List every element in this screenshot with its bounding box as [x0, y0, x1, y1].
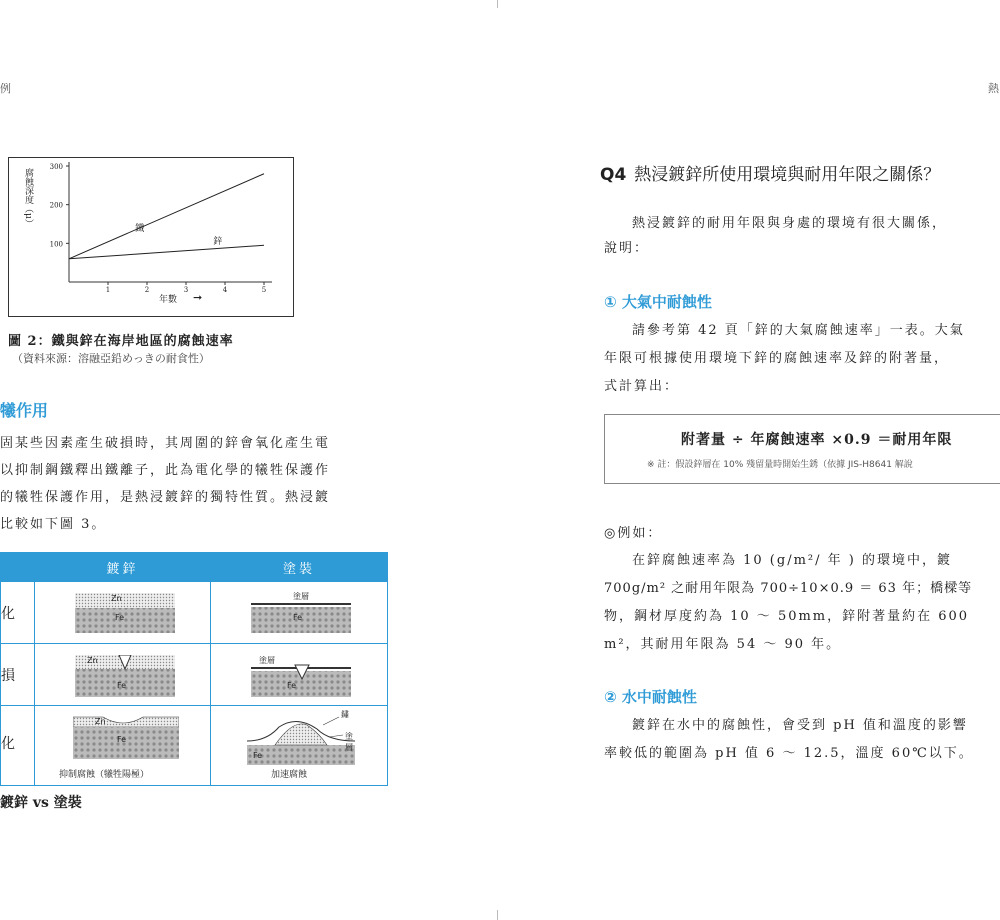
- section1-title: ① 大氣中耐蝕性: [604, 293, 712, 311]
- question-title: [600, 160, 940, 185]
- example-line: 物，鋼材厚度約為 10 ～ 50mm，鋅附著量約在 600: [604, 609, 970, 624]
- left-section-title: 犧作用: [0, 401, 49, 420]
- table-header-galvanized: 鍍鋅: [35, 553, 210, 581]
- diagram-paint-intact: [251, 593, 351, 633]
- example-line: 700g/m² 之耐用年限為 700÷10×0.9 ＝ 63 年；橋樑等: [604, 581, 973, 596]
- chart-line-label-steel: 鐵: [135, 224, 145, 235]
- series-line-zinc: [69, 245, 264, 259]
- example-label: ◎例如：: [604, 526, 663, 541]
- left-paragraph-line: 的犧牲保護作用，是熱浸鍍鋅的獨特性質。熱浸鍍: [0, 490, 331, 505]
- question-number: Q4: [600, 165, 627, 185]
- label-fe: Fe: [287, 681, 297, 690]
- figure3-table: [0, 552, 388, 786]
- chart-x-axis-label: 年數: [159, 295, 178, 305]
- label-zn: Zn: [111, 594, 122, 603]
- formula-note: ※ 註：假設鋅層在 10% 殘留量時開始生銹（依據 JIS-H8641 解說: [647, 460, 913, 470]
- corrosion-rate-chart: [9, 158, 293, 316]
- table-divider: [34, 553, 35, 785]
- label-coating: 塗層: [259, 656, 275, 665]
- label-fe: Fe: [253, 751, 263, 760]
- left-paragraph-line: 以抑制鋼鐵釋出鐵離子，此為電化學的犧牲保護作: [0, 463, 331, 478]
- section2-line: 鍍鋅在水中的腐蝕性，會受到 pH 值和溫度的影響: [632, 718, 968, 733]
- x-tick-label: 1: [105, 286, 111, 294]
- left-running-head: 例: [0, 82, 11, 95]
- section1-line: 年限可根據使用環境下鋅的腐蝕速率及鋅的附著量，: [604, 351, 950, 366]
- label-fe: Fe: [293, 613, 303, 622]
- formula-text: 附著量 ÷ 年腐蝕速率 ×0.9 ＝耐用年限: [681, 432, 953, 448]
- right-running-head: 熱: [988, 82, 999, 95]
- label-fe: Fe: [117, 735, 127, 744]
- table-divider: [1, 581, 387, 582]
- x-axis-arrow-icon: ➞: [193, 291, 203, 304]
- left-paragraph-line: 固某些因素產生破損時，其周圍的鋅會氧化產生電: [0, 436, 331, 451]
- table-row-label: 化: [1, 736, 15, 752]
- figure3-caption: 鍍鋅 vs 塗裝: [0, 795, 82, 811]
- label-coating: 塗層: [345, 732, 353, 752]
- y-tick-label: 200: [49, 201, 63, 210]
- label-rust: 鏽: [341, 710, 349, 719]
- diagram-galv-intact: [75, 593, 175, 633]
- series-line-steel: [69, 174, 264, 259]
- gutter-mark-bottom: [497, 910, 498, 920]
- label-fe: Fe: [115, 613, 125, 622]
- intro-line: 熱浸鍍鋅的耐用年限與身處的環境有很大關係，: [632, 216, 948, 231]
- diagram-paint-scratch: [251, 655, 351, 697]
- section2-line: 率較低的範圍為 pH 值 6 ～ 12.5，溫度 60℃以下。: [604, 746, 974, 761]
- table-header-corner: [1, 553, 35, 581]
- diagram-paint-corrosion: [247, 711, 355, 767]
- x-tick-label: 4: [222, 286, 228, 294]
- paint-corrosion-layers: [247, 711, 355, 765]
- table-divider: [210, 553, 211, 785]
- left-paragraph-line: 比較如下圖 3。: [0, 517, 107, 532]
- chart-axes: [50, 162, 272, 294]
- section2-title: ② 水中耐蝕性: [604, 688, 697, 706]
- caption-accelerate-corrosion: 加速腐蝕: [271, 770, 308, 780]
- section1-line: 式計算出：: [604, 379, 680, 394]
- y-tick-label: 100: [49, 240, 63, 249]
- example-line: 在鋅腐蝕速率為 10 (g/m²/ 年 ) 的環境中，鍍: [632, 553, 952, 568]
- y-tick-label: 300: [49, 163, 63, 171]
- table-divider: [1, 643, 387, 644]
- caption-suppress-corrosion: 抑制腐蝕（犧牲陽極）: [59, 770, 150, 780]
- intro-line: 說明：: [604, 241, 650, 256]
- gutter-mark-top: [497, 0, 498, 8]
- example-line: m²，其耐用年限為 54 ～ 90 年。: [604, 637, 842, 652]
- chart-y-axis-label: 腐蝕深度（μ）: [23, 168, 33, 228]
- label-zn: Zn: [87, 656, 98, 665]
- question-text: 熱浸鍍鋅所使用環境與耐用年限之關係？: [634, 165, 941, 185]
- diagram-galv-scratch: [75, 655, 175, 697]
- x-tick-label: 3: [183, 286, 189, 294]
- table-row-label: 化: [1, 606, 15, 622]
- label-fe: Fe: [117, 681, 127, 690]
- formula-box: [604, 414, 1000, 484]
- label-coating: 塗層: [293, 592, 309, 601]
- figure2-source: （資料來源：溶融亞鉛めっきの耐食性）: [12, 352, 210, 365]
- figure2-caption: 圖 2：鐵與鋅在海岸地區的腐蝕速率: [8, 334, 234, 349]
- chart-line-label-zinc: 鋅: [213, 236, 223, 247]
- chart-lines: [69, 174, 264, 259]
- table-row-label: 損: [1, 668, 15, 684]
- table-divider: [1, 705, 387, 706]
- diagram-galv-corrosion: [73, 711, 179, 767]
- galv-intact-layers: [75, 593, 175, 633]
- section1-line: 請參考第 42 頁「鋅的大氣腐蝕速率」一表。大氣: [632, 323, 965, 338]
- x-tick-label: 2: [144, 286, 150, 294]
- table-header-painted: 塗裝: [211, 553, 387, 581]
- figure2-chart: [8, 157, 294, 317]
- label-zn: Zn: [95, 717, 106, 726]
- x-tick-label: 5: [261, 286, 267, 294]
